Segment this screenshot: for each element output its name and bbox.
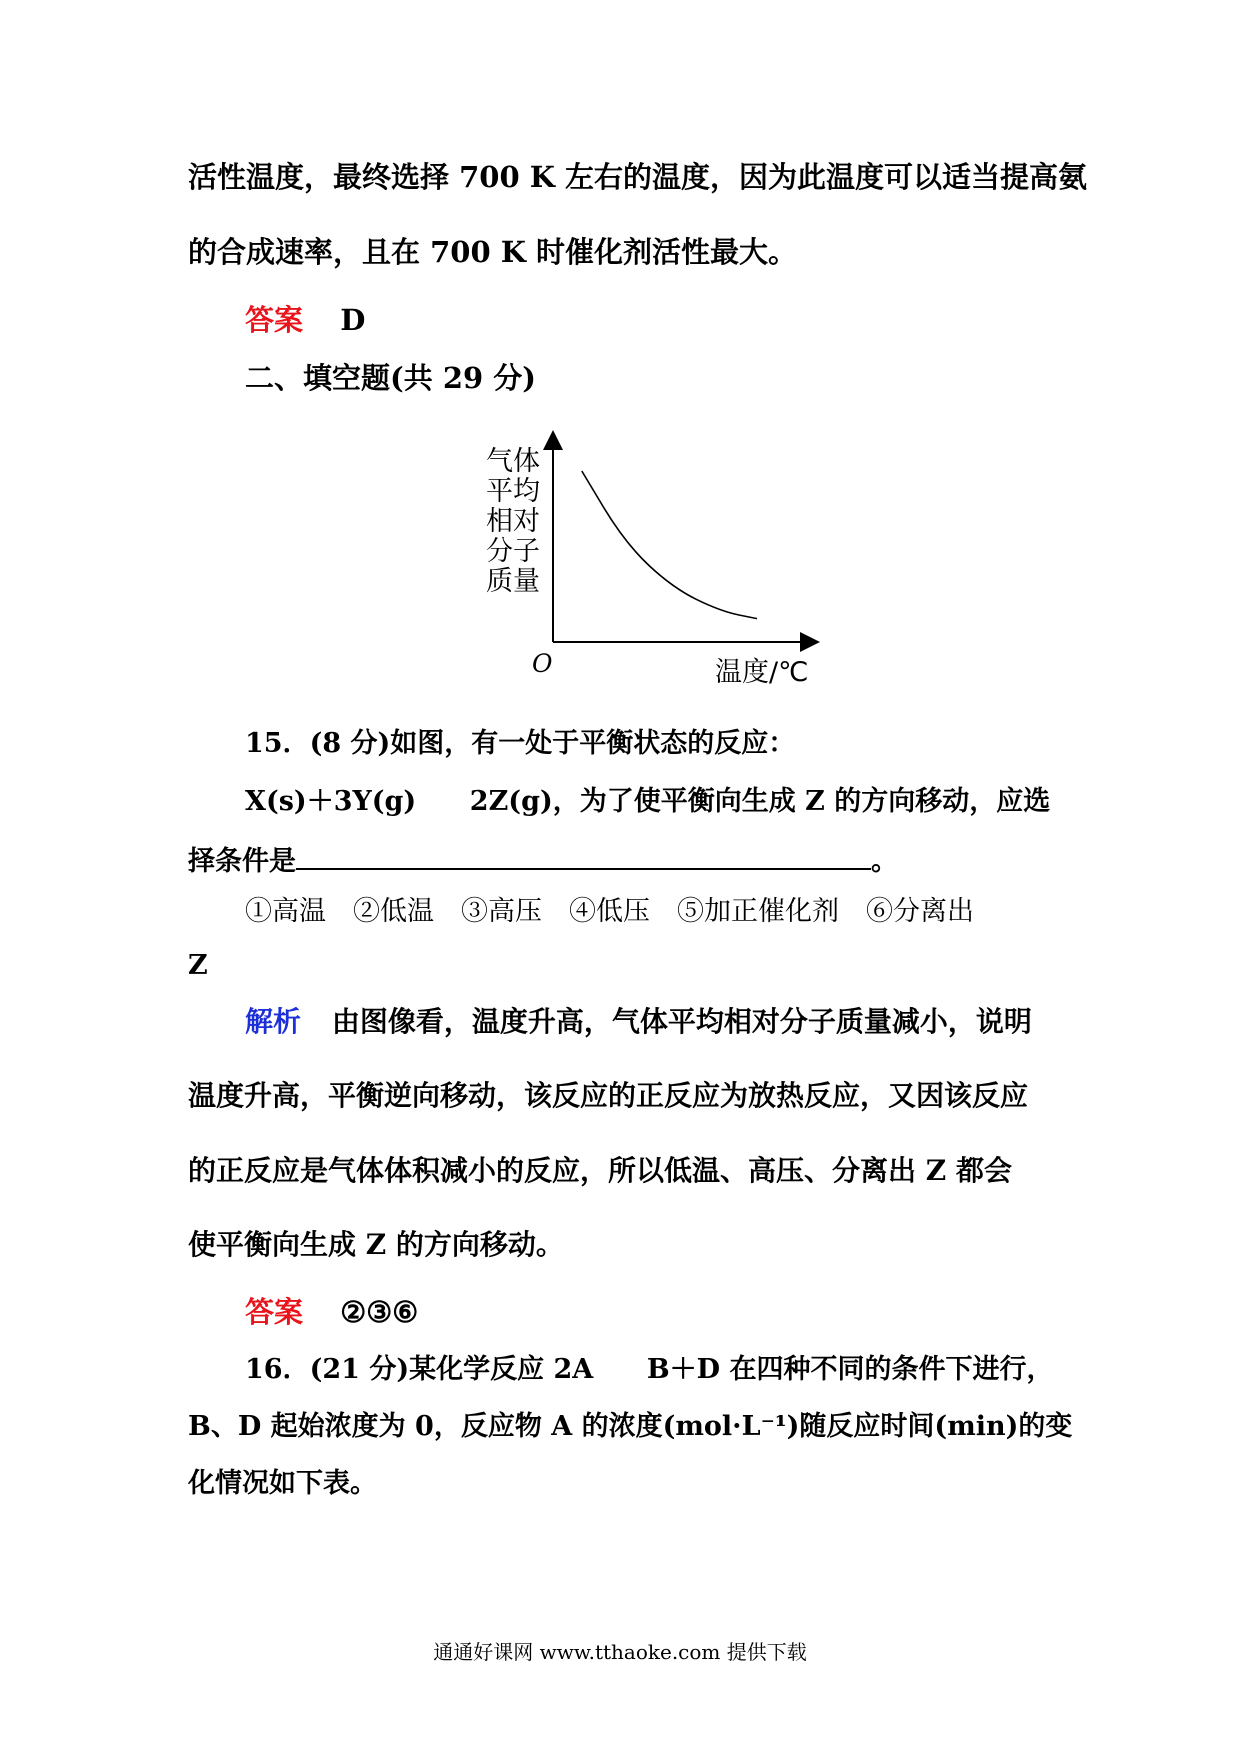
explanation-line: 的正反应是气体体积减小的反应，所以低温、高压、分离出 Z 都会 xyxy=(188,1154,1012,1187)
section-title: 二、填空题(共 29 分) xyxy=(245,361,536,395)
question-line: 15．(8 分)如图，有一处于平衡状态的反应： xyxy=(245,728,796,759)
answer-label: 答案 xyxy=(245,1295,304,1329)
data-curve xyxy=(582,471,757,619)
question-line: 化情况如下表。 xyxy=(188,1468,377,1499)
equation-left: X(s)＋3Y(g) xyxy=(245,786,417,817)
y-label-line: 气体 xyxy=(486,446,540,477)
condition-line xyxy=(188,842,898,875)
explanation-text: 由图像看，温度升高，气体平均相对分子质量减小，说明 xyxy=(331,1005,1032,1038)
answer-15 xyxy=(245,1295,419,1329)
equation-line xyxy=(245,788,1050,815)
question-text-left: 16．(21 分)某化学反应 2A xyxy=(245,1354,594,1385)
explanation-line: 温度升高，平衡逆向移动，该反应的正反应为放热反应，又因该反应 xyxy=(188,1079,1029,1112)
condition-suffix: 。 xyxy=(871,846,898,877)
question-first-line xyxy=(245,1356,1053,1383)
y-label-line: 质量 xyxy=(486,566,540,597)
answer-blank xyxy=(296,842,871,870)
answer-14 xyxy=(245,303,366,337)
y-label-line: 分子 xyxy=(486,536,540,567)
question-line: B、D 起始浓度为 0，反应物 A 的浓度(mol·L⁻¹)随反应时间(min)的变 xyxy=(188,1411,1073,1442)
temperature-molar-mass-graph xyxy=(480,430,840,690)
y-label-line: 相对 xyxy=(486,506,540,537)
question-text-right: B＋D 在四种不同的条件下进行， xyxy=(646,1354,1054,1385)
explanation-label: 解析 xyxy=(245,1005,302,1038)
y-label-line: 平均 xyxy=(486,476,540,507)
footer: 通通好课网 www.tthaoke.com 提供下载 xyxy=(433,1640,807,1664)
equation-right: 2Z(g)，为了使平衡向生成 Z 的方向移动，应选 xyxy=(469,786,1051,817)
options-line: ①高温 ②低温 ③高压 ④低压 ⑤加正催化剂 ⑥分离出 xyxy=(245,896,974,927)
explanation-first-line xyxy=(245,1005,1032,1038)
x-label: 温度/℃ xyxy=(715,657,809,688)
origin-label: O xyxy=(532,649,553,678)
answer-label: 答案 xyxy=(245,303,304,337)
answer-value: D xyxy=(340,303,366,337)
explanation-line: 活性温度，最终选择 700 K 左右的温度，因为此温度可以适当提高氨 xyxy=(188,160,1088,194)
answer-value: ②③⑥ xyxy=(340,1295,419,1329)
explanation-line: 使平衡向生成 Z 的方向移动。 xyxy=(188,1228,564,1261)
explanation-line: 的合成速率，且在 700 K 时催化剂活性最大。 xyxy=(188,235,798,269)
options-wrap: Z xyxy=(188,950,208,981)
condition-prefix: 择条件是 xyxy=(188,846,296,877)
